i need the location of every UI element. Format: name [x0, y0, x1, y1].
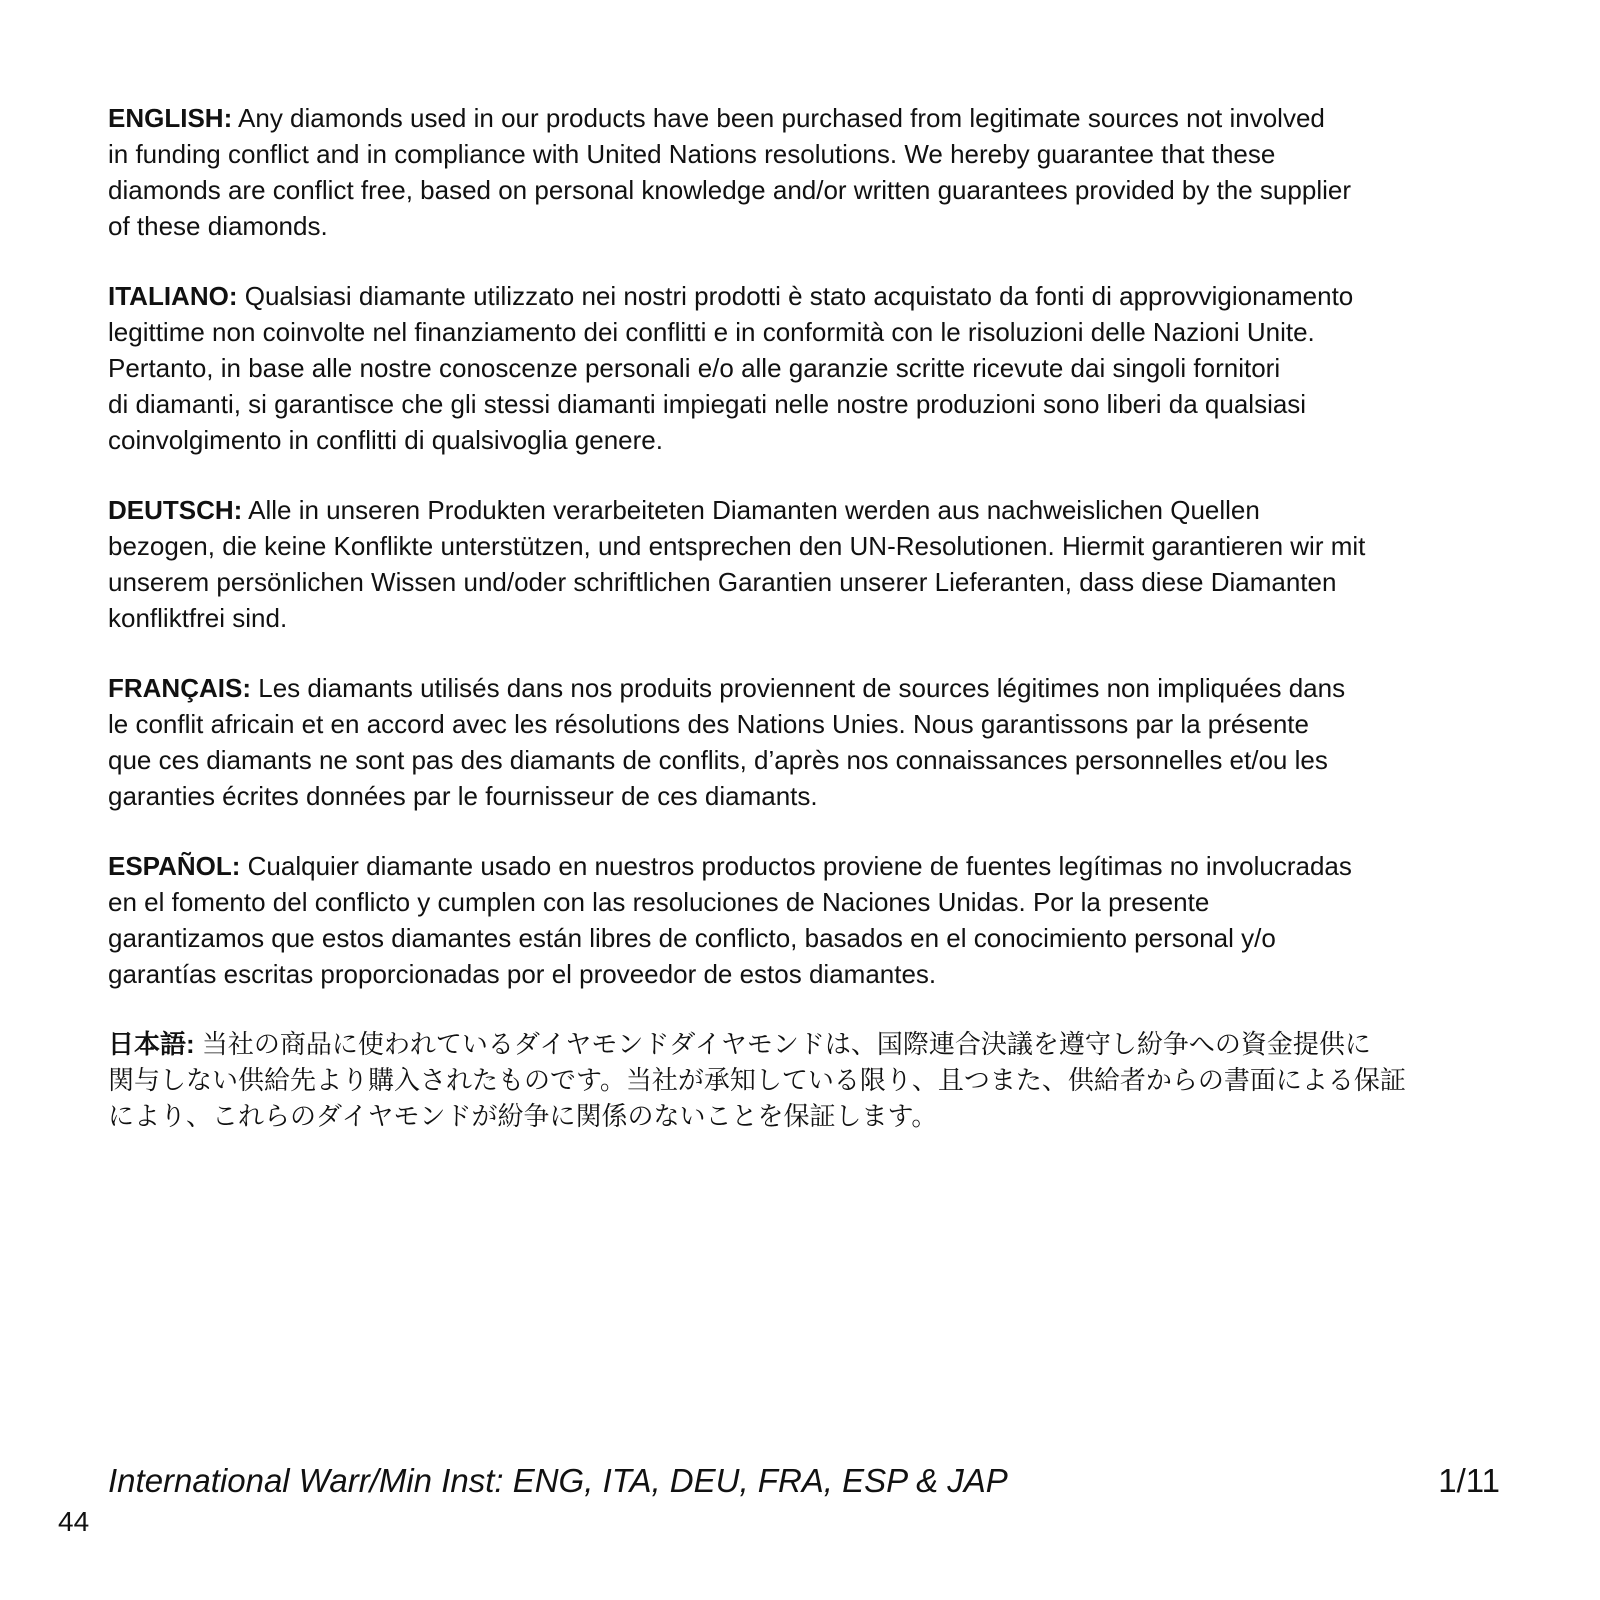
text-line	[108, 1026, 1528, 1062]
text-line: coinvolgimento in conflitti di qualsivoglia genere.	[108, 425, 663, 455]
text-line	[108, 848, 1528, 884]
text-line: en el fomento del conflicto y cumplen con las resoluciones de Naciones Unidas. Por la presente	[108, 887, 1210, 917]
line-text: Any diamonds used in our products have been purchased from legitimate sources not involved	[238, 103, 1325, 133]
section-francais	[108, 670, 1528, 814]
text-line: di diamanti, si garantisce che gli stessi diamanti impiegati nelle nostre produzioni sono liberi da qualsiasi	[108, 389, 1307, 419]
text-line: bezogen, die keine Konflikte unterstützen, und entsprechen den UN-Resolutionen. Hiermit garantieren wir mit	[108, 531, 1366, 561]
footer-title: International Warr/Min Inst: ENG, ITA, DEU, FRA, ESP & JAP	[108, 1462, 1008, 1499]
line-text: Cualquier diamante usado en nuestros productos proviene de fuentes legítimas no involucradas	[247, 851, 1352, 881]
text-line	[108, 278, 1528, 314]
text-line: により、これらのダイヤモンドが紛争に関係のないことを保証します。	[108, 1101, 938, 1131]
section-deutsch	[108, 492, 1528, 636]
language-label: 日本語:	[108, 1029, 195, 1059]
document-body	[108, 100, 1528, 1168]
text-line: konfliktfrei sind.	[108, 603, 288, 633]
text-line: garanties écrites données par le fournisseur de ces diamants.	[108, 781, 818, 811]
line-text: Alle in unseren Produkten verarbeiteten Diamanten werden aus nachweislichen Quellen	[248, 495, 1260, 525]
text-line: garantías escritas proporcionadas por el proveedor de estos diamantes.	[108, 959, 937, 989]
text-line: Pertanto, in base alle nostre conoscenze personali e/o alle garanzie scritte ricevute dai singoli fornitori	[108, 353, 1281, 383]
text-line: of these diamonds.	[108, 211, 328, 241]
language-label: ITALIANO:	[108, 281, 238, 311]
footer-page-indicator: 1/11	[1438, 1462, 1500, 1499]
language-label: FRANÇAIS:	[108, 673, 251, 703]
language-label: DEUTSCH:	[108, 495, 243, 525]
text-line: unserem persönlichen Wissen und/oder schriftlichen Garantien unserer Lieferanten, dass diese Diamanten	[108, 567, 1337, 597]
section-english	[108, 100, 1528, 244]
text-line	[108, 492, 1528, 528]
text-line: que ces diamants ne sont pas des diamants de conflits, d’après nos connaissances personnelles et/ou les	[108, 745, 1328, 775]
section-japanese	[108, 1026, 1528, 1134]
line-text: Qualsiasi diamante utilizzato nei nostri prodotti è stato acquistato da fonti di approvvigionamento	[244, 281, 1354, 311]
text-line	[108, 670, 1528, 706]
page-number: 44	[58, 1506, 90, 1537]
text-line: garantizamos que estos diamantes están libres de conflicto, basados en el conocimiento personal y/o	[108, 923, 1276, 953]
text-line: le conflit africain et en accord avec les résolutions des Nations Unies. Nous garantissons par la présente	[108, 709, 1309, 739]
text-line	[108, 100, 1528, 136]
line-text: 当社の商品に使われているダイヤモンドダイヤモンドは、国際連合決議を遵守し紛争への資金提供に	[201, 1029, 1371, 1059]
section-italiano	[108, 278, 1528, 458]
text-line: legittime non coinvolte nel finanziamento dei conflitti e in conformità con le risoluzioni delle Nazioni Unite.	[108, 317, 1315, 347]
language-label: ENGLISH:	[108, 103, 233, 133]
line-text: Les diamants utilisés dans nos produits proviennent de sources légitimes non impliquées dans	[258, 673, 1346, 703]
language-label: ESPAÑOL:	[108, 851, 241, 881]
text-line: in funding conflict and in compliance with United Nations resolutions. We hereby guarantee that these	[108, 139, 1276, 169]
text-line: 関与しない供給先より購入されたものです。当社が承知している限り、且つまた、供給者からの書面による保証	[108, 1065, 1406, 1095]
text-line: diamonds are conflict free, based on personal knowledge and/or written guarantees provided by the supplier	[108, 175, 1351, 205]
section-espanol	[108, 848, 1528, 992]
